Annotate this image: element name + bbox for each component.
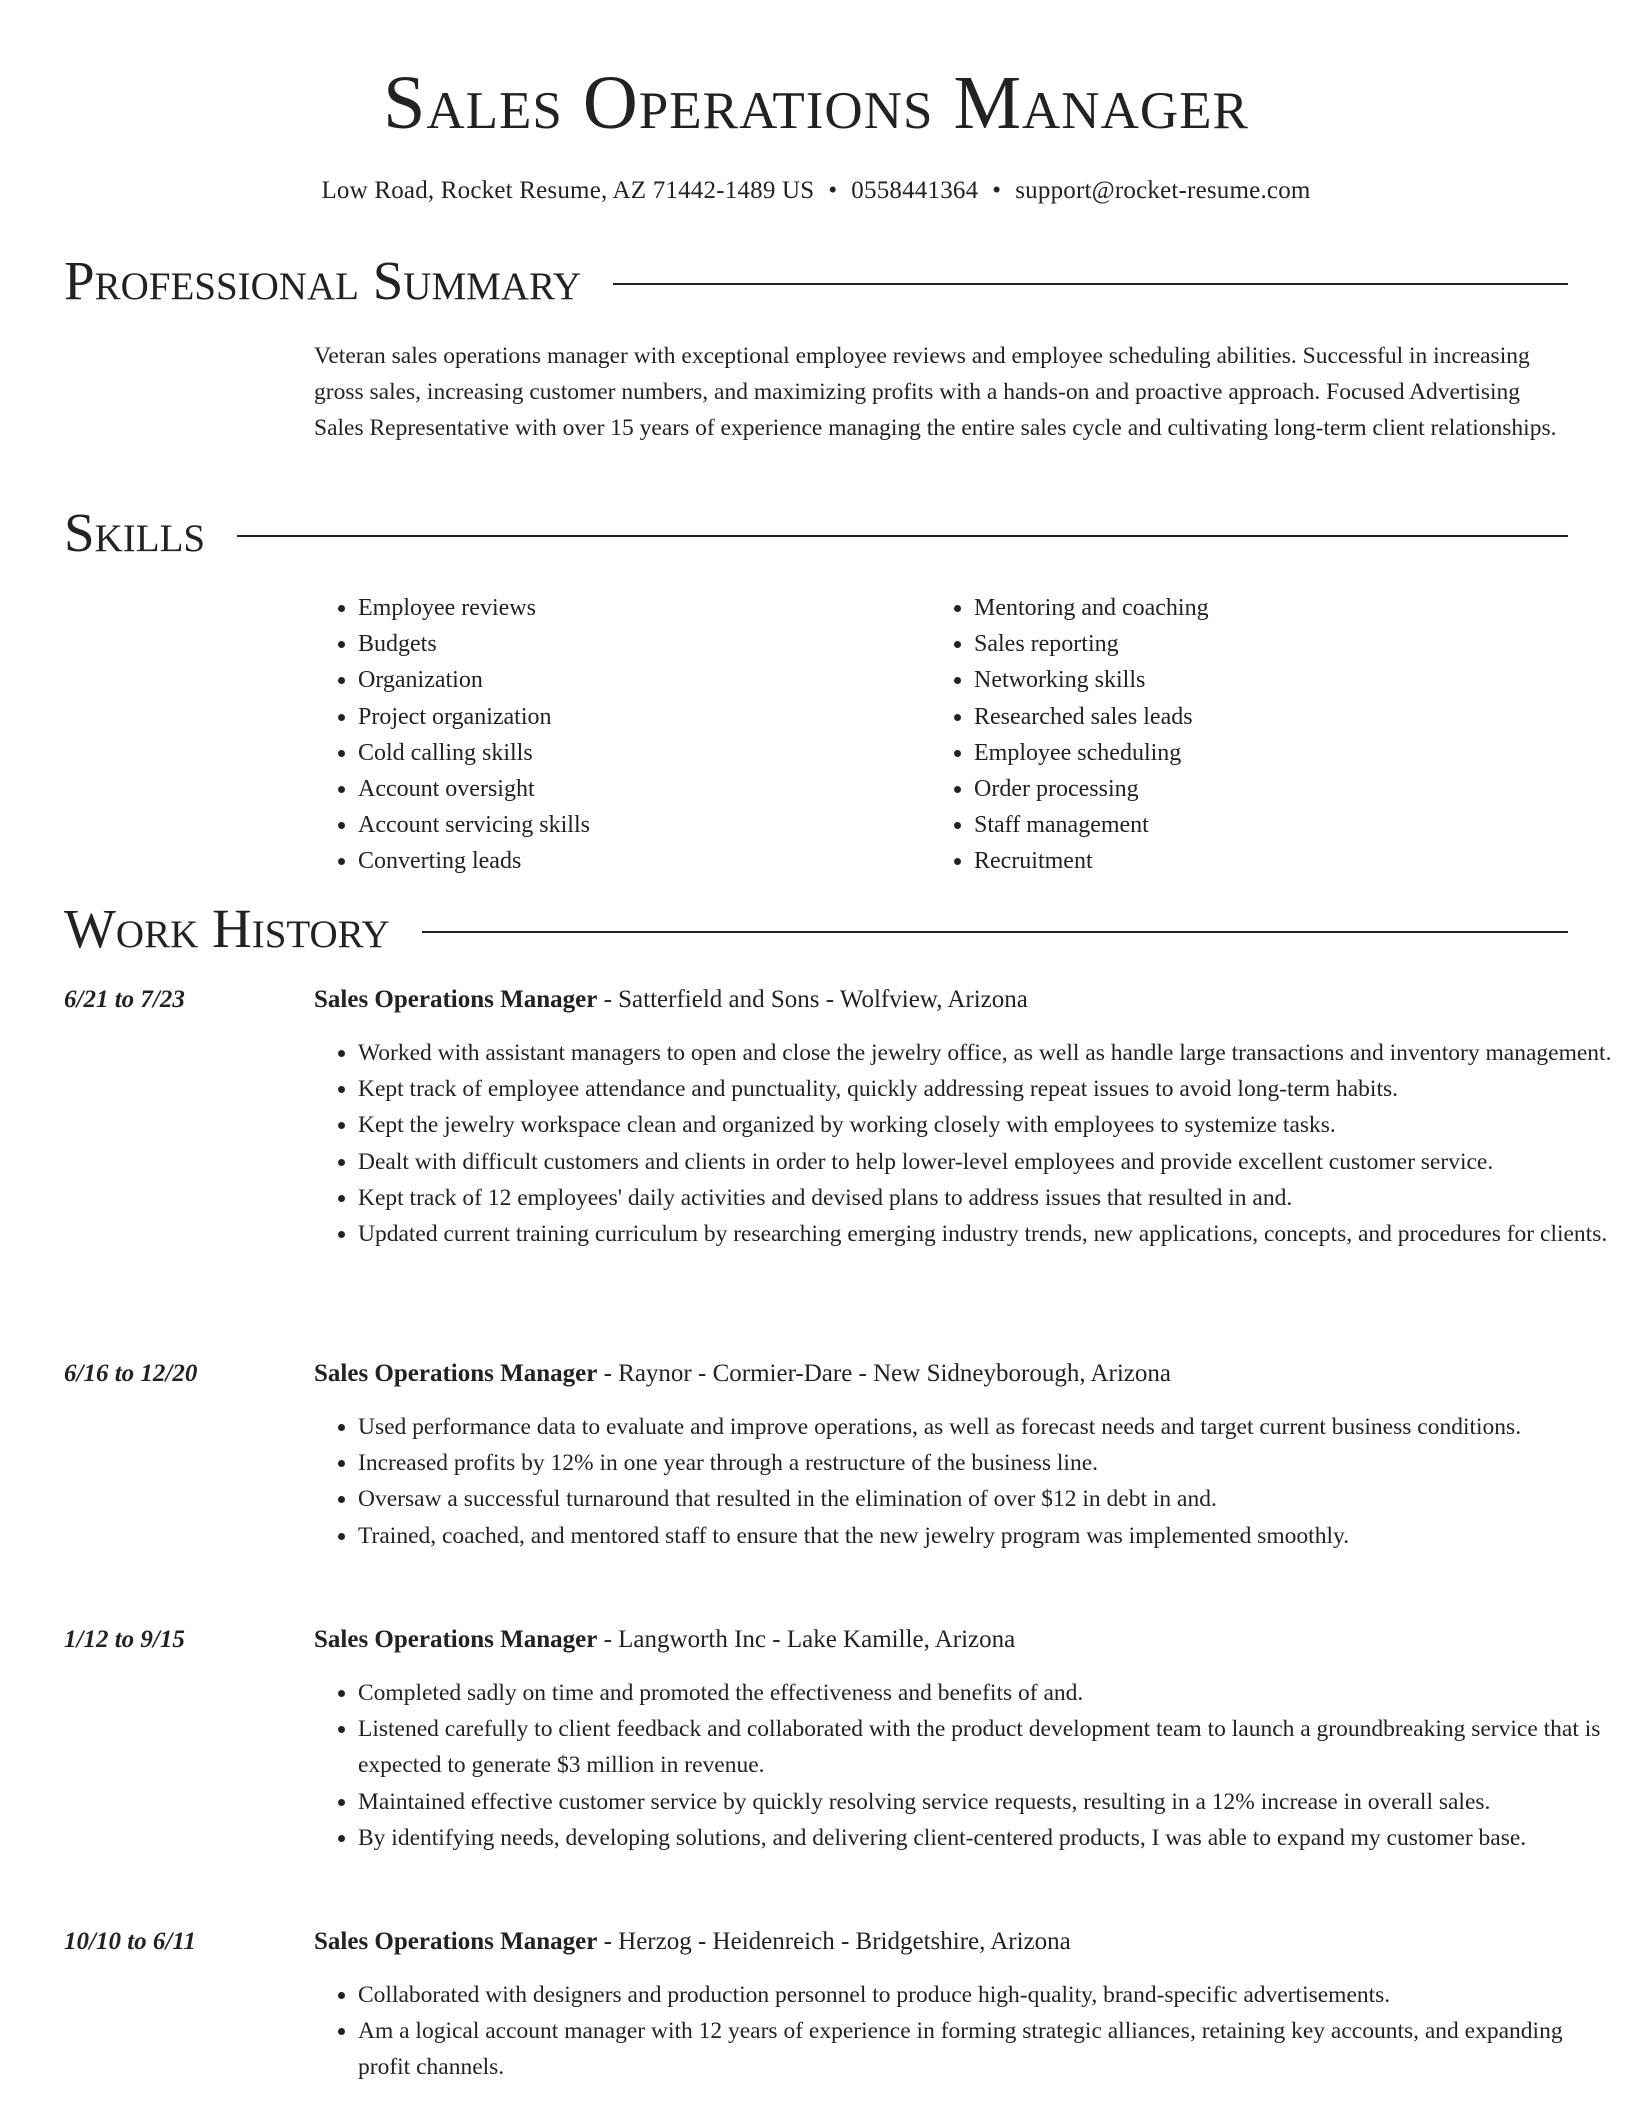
summary-section-title: Professional Summary [64, 250, 582, 311]
job-bullet-list [314, 1409, 1612, 1554]
job-bullet: • Oversaw a successful turnaround that resulted in the elimination of over $12 in debt in and. [358, 1481, 1612, 1517]
job-bullet: • Maintained effective customer service by quickly resolving service requests, resulting in a 12% increase in overall sales. [358, 1784, 1612, 1820]
job-role: Sales Operations Manager [314, 986, 598, 1013]
skill-item: • Account oversight [358, 771, 590, 807]
contact-line [0, 174, 1632, 208]
skill-item: • Employee scheduling [974, 735, 1209, 771]
job-dates: 6/21 to 7/23 [64, 986, 185, 1013]
job-bullet: • Used performance data to evaluate and improve operations, as well as forecast needs and target current business conditions. [358, 1409, 1612, 1445]
skill-item: • Organization [358, 662, 590, 698]
skill-item: • Order processing [974, 771, 1209, 807]
job-heading [314, 1623, 1015, 1657]
work-section-title: Work History [64, 898, 390, 959]
job-role: Sales Operations Manager [314, 1928, 598, 1955]
job-bullet: • Collaborated with designers and production personnel to produce high-quality, brand-specific advertisements. [358, 1977, 1612, 2013]
job-bullet: • Kept track of 12 employees' daily activities and devised plans to address issues that resulted in and. [358, 1180, 1612, 1216]
contact-email[interactable]: support@rocket-resume.com [1015, 177, 1311, 204]
skills-list-right [930, 590, 1209, 880]
contact-address: Low Road, Rocket Resume, AZ 71442-1489 US [321, 177, 815, 204]
work-section-header [64, 897, 1568, 961]
job-details: - Langworth Inc - Lake Kamille, Arizona [597, 1626, 1016, 1653]
skill-item: • Employee reviews [358, 590, 590, 626]
skills-section-title: Skills [64, 502, 206, 563]
contact-phone: 0558441364 [851, 177, 979, 204]
job-dates: 1/12 to 9/15 [64, 1626, 185, 1653]
skills-section-header [64, 501, 1568, 565]
job-role: Sales Operations Manager [314, 1626, 598, 1653]
skill-item: • Recruitment [974, 843, 1209, 879]
summary-section-header [64, 249, 1568, 313]
job-role: Sales Operations Manager [314, 1360, 598, 1387]
job-bullet: • Dealt with difficult customers and clients in order to help lower-level employees and provide excellent customer service. [358, 1144, 1612, 1180]
skills-list-left [314, 590, 590, 880]
job-bullet: • By identifying needs, developing solutions, and delivering client-centered products, I was able to expand my customer base. [358, 1820, 1612, 1856]
contact-separator: • [828, 177, 838, 204]
skill-item: • Budgets [358, 626, 590, 662]
skill-item: • Cold calling skills [358, 735, 590, 771]
job-bullet-list [314, 1675, 1612, 1856]
skill-item: • Account servicing skills [358, 807, 590, 843]
skill-item: • Staff management [974, 807, 1209, 843]
job-details: - Herzog - Heidenreich - Bridgetshire, Arizona [597, 1928, 1071, 1955]
contact-separator: • [992, 177, 1002, 204]
summary-text: Veteran sales operations manager with exceptional employee reviews and employee scheduling abilities. Successful in increasing gross sales, increasing customer numbers, and maximizing profits with a hands-on and proactive approach. Focused Advertising Sales Representative with over 15 years of experience managing the entire sales cycle and cultivating long-term client relationships. [314, 343, 1557, 441]
skill-item: • Sales reporting [974, 626, 1209, 662]
job-bullet: • Am a logical account manager with 12 years of experience in forming strategic alliances, retaining key accounts, and expanding profit channels. [358, 2013, 1612, 2085]
job-heading [314, 983, 1028, 1017]
job-heading [314, 1925, 1071, 1959]
job-bullet: • Kept track of employee attendance and punctuality, quickly addressing repeat issues to avoid long-term habits. [358, 1071, 1612, 1107]
section-divider [613, 283, 1568, 285]
job-bullet: • Listened carefully to client feedback and collaborated with the product development team to launch a groundbreaking service that is expected to generate $3 million in revenue. [358, 1711, 1612, 1783]
section-divider [237, 535, 1568, 537]
job-bullet: • Worked with assistant managers to open and close the jewelry office, as well as handle large transactions and inventory management. [358, 1035, 1612, 1071]
job-details: - Raynor - Cormier-Dare - New Sidneyborough, Arizona [597, 1360, 1171, 1387]
skill-item: • Converting leads [358, 843, 590, 879]
job-bullet-list [314, 1977, 1612, 2086]
skill-item: • Researched sales leads [974, 699, 1209, 735]
skill-item: • Mentoring and coaching [974, 590, 1209, 626]
job-dates: 6/16 to 12/20 [64, 1360, 198, 1387]
job-heading [314, 1357, 1171, 1391]
skill-item: • Project organization [358, 699, 590, 735]
job-details: - Satterfield and Sons - Wolfview, Arizona [597, 986, 1028, 1013]
job-bullet: • Increased profits by 12% in one year through a restructure of the business line. [358, 1445, 1612, 1481]
section-divider [422, 931, 1568, 933]
job-bullet: • Updated current training curriculum by researching emerging industry trends, new applications, concepts, and procedures for clients. [358, 1216, 1612, 1252]
job-bullet: • Trained, coached, and mentored staff to ensure that the new jewelry program was implemented smoothly. [358, 1518, 1612, 1554]
skill-item: • Networking skills [974, 662, 1209, 698]
job-bullet-list [314, 1035, 1612, 1252]
job-bullet: • Kept the jewelry workspace clean and organized by working closely with employees to systemize tasks. [358, 1107, 1612, 1143]
job-bullet: • Completed sadly on time and promoted the effectiveness and benefits of and. [358, 1675, 1612, 1711]
job-dates: 10/10 to 6/11 [64, 1928, 196, 1955]
resume-name-heading: Sales Operations Manager [383, 61, 1249, 145]
